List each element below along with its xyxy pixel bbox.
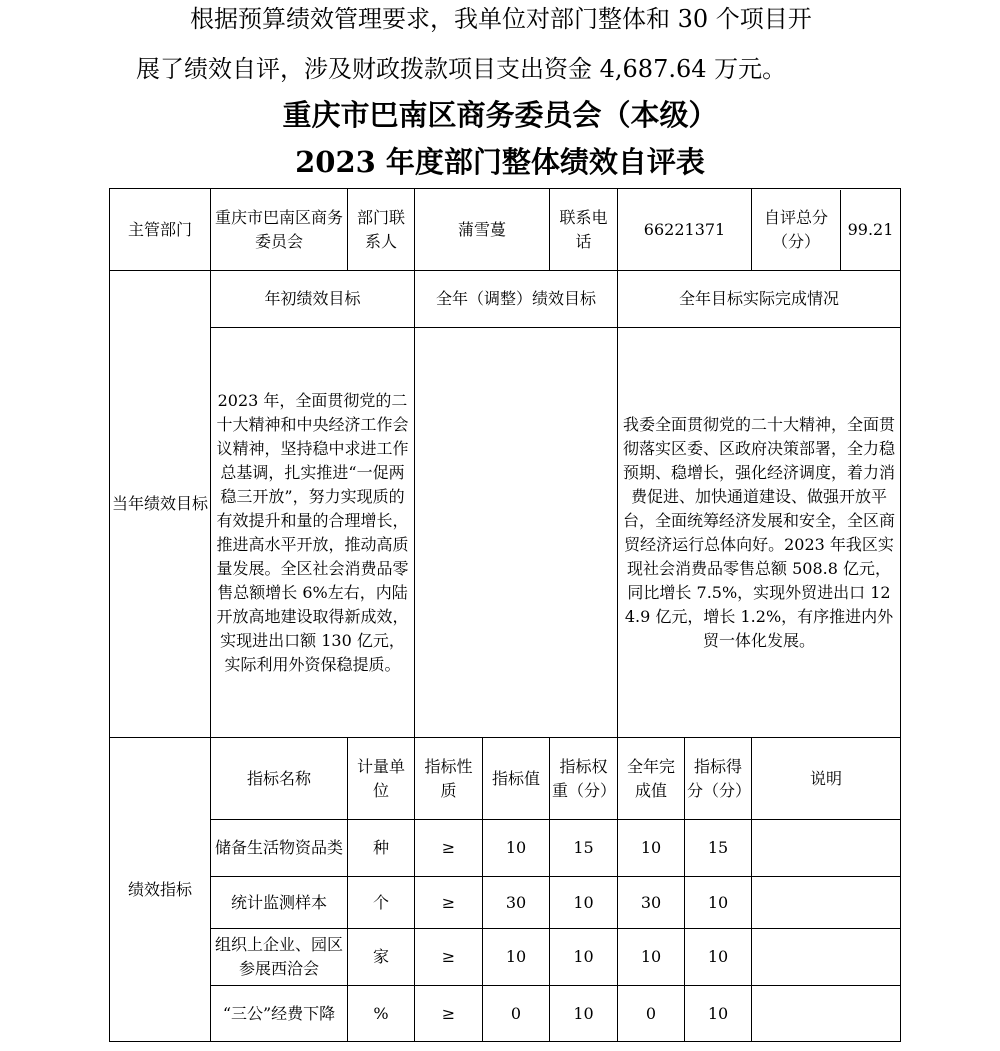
intro-line-2: 展了绩效自评，涉及财政拨款项目支出资金 4,687.64 万元。 bbox=[136, 55, 787, 83]
ind-col-value: 指标值 bbox=[483, 738, 550, 820]
indicator-unit: 家 bbox=[348, 929, 415, 986]
indicator-score: 10 bbox=[685, 929, 752, 986]
indicator-score: 15 bbox=[685, 820, 752, 877]
goals-actual-text: 我委全面贯彻党的二十大精神，全面贯彻落实区委、区政府决策部署，全力稳预期、稳增长，强化经济调度，着力消费促进、加快通道建设、做强开放平台，全面统筹经济发展和安全，全区商贸经济运行总体向好。2023 年我区实现社会消费品零售总额 508.8 亿元，同比增长 7.5%，实现外贸进出口 124.9 亿元，增长 1.2%，有序推进内外贸一体化发展。 bbox=[618, 328, 901, 738]
goals-section-label: 当年绩效目标 bbox=[110, 271, 211, 738]
goals-content-row bbox=[110, 328, 901, 738]
page-subtitle: 2023 年度部门整体绩效自评表 bbox=[295, 145, 705, 179]
page-title: 重庆市巴南区商务委员会（本级） bbox=[282, 98, 718, 132]
table-row bbox=[110, 877, 901, 929]
goals-col-actual: 全年目标实际完成情况 bbox=[618, 271, 901, 328]
intro-line-1: 根据预算绩效管理要求，我单位对部门整体和 30 个项目开 bbox=[190, 5, 812, 33]
indicator-weight: 10 bbox=[550, 986, 618, 1042]
score-label: 自评总分（分） bbox=[752, 190, 841, 270]
dept-label: 主管部门 bbox=[110, 189, 211, 271]
table-row bbox=[110, 820, 901, 877]
indicator-name: 储备生活物资品类 bbox=[211, 820, 348, 877]
indicator-name: “三公”经费下降 bbox=[211, 986, 348, 1042]
indicator-unit: 个 bbox=[348, 877, 415, 929]
indicator-note bbox=[752, 929, 901, 986]
indicator-unit: % bbox=[348, 986, 415, 1042]
indicator-name: 组织上企业、园区参展西洽会 bbox=[211, 929, 348, 986]
indicator-value: 10 bbox=[483, 820, 550, 877]
indicator-name: 统计监测样本 bbox=[211, 877, 348, 929]
indicator-value: 10 bbox=[483, 929, 550, 986]
dept-value: 重庆市巴南区商务委员会 bbox=[211, 189, 348, 271]
indicator-unit: 种 bbox=[348, 820, 415, 877]
phone-value: 66221371 bbox=[618, 189, 752, 271]
indicator-nature: ≥ bbox=[415, 877, 483, 929]
header-row bbox=[110, 189, 901, 271]
indicator-actual: 10 bbox=[618, 929, 685, 986]
goals-adjusted-text bbox=[415, 328, 618, 738]
goals-initial-text: 2023 年，全面贯彻党的二十大精神和中央经济工作会议精神，坚持稳中求进工作总基调，扎实推进“一促两稳三开放”，努力实现质的有效提升和量的合理增长，推进高水平开放，推动高质量发展。全区社会消费品零售总额增长 6%左右，内陆开放高地建设取得新成效，实现进出口额 130 亿元，实际利用外资保稳提质。 bbox=[211, 328, 415, 738]
indicator-nature: ≥ bbox=[415, 986, 483, 1042]
ind-col-nature: 指标性质 bbox=[415, 738, 483, 820]
goals-header-row bbox=[110, 271, 901, 328]
indicator-weight: 10 bbox=[550, 877, 618, 929]
ind-col-name: 指标名称 bbox=[211, 738, 348, 820]
ind-col-weight: 指标权重（分） bbox=[550, 738, 618, 820]
indicator-value: 30 bbox=[483, 877, 550, 929]
phone-label: 联系电话 bbox=[550, 189, 618, 271]
indicator-note bbox=[752, 877, 901, 929]
indicator-nature: ≥ bbox=[415, 929, 483, 986]
indicator-weight: 10 bbox=[550, 929, 618, 986]
indicator-note bbox=[752, 820, 901, 877]
contact-label: 部门联系人 bbox=[348, 189, 415, 271]
goals-col-adjusted: 全年（调整）绩效目标 bbox=[415, 271, 618, 328]
indicator-value: 0 bbox=[483, 986, 550, 1042]
indicator-weight: 15 bbox=[550, 820, 618, 877]
indicator-actual: 0 bbox=[618, 986, 685, 1042]
evaluation-table bbox=[109, 188, 901, 1042]
indicator-actual: 30 bbox=[618, 877, 685, 929]
contact-value: 蒲雪蔓 bbox=[415, 189, 550, 271]
indicator-actual: 10 bbox=[618, 820, 685, 877]
indicator-note bbox=[752, 986, 901, 1042]
score-value: 99.21 bbox=[847, 219, 894, 239]
table-row bbox=[110, 986, 901, 1042]
goals-col-initial: 年初绩效目标 bbox=[211, 271, 415, 328]
ind-col-unit: 计量单位 bbox=[348, 738, 415, 820]
indicator-header-row bbox=[110, 738, 901, 820]
ind-col-note: 说明 bbox=[752, 738, 901, 820]
indicator-score: 10 bbox=[685, 986, 752, 1042]
ind-col-score: 指标得分（分） bbox=[685, 738, 752, 820]
indicators-section-label: 绩效指标 bbox=[110, 738, 211, 1042]
score-cell bbox=[752, 189, 901, 271]
ind-col-actual: 全年完成值 bbox=[618, 738, 685, 820]
table-row bbox=[110, 929, 901, 986]
indicator-score: 10 bbox=[685, 877, 752, 929]
indicator-nature: ≥ bbox=[415, 820, 483, 877]
